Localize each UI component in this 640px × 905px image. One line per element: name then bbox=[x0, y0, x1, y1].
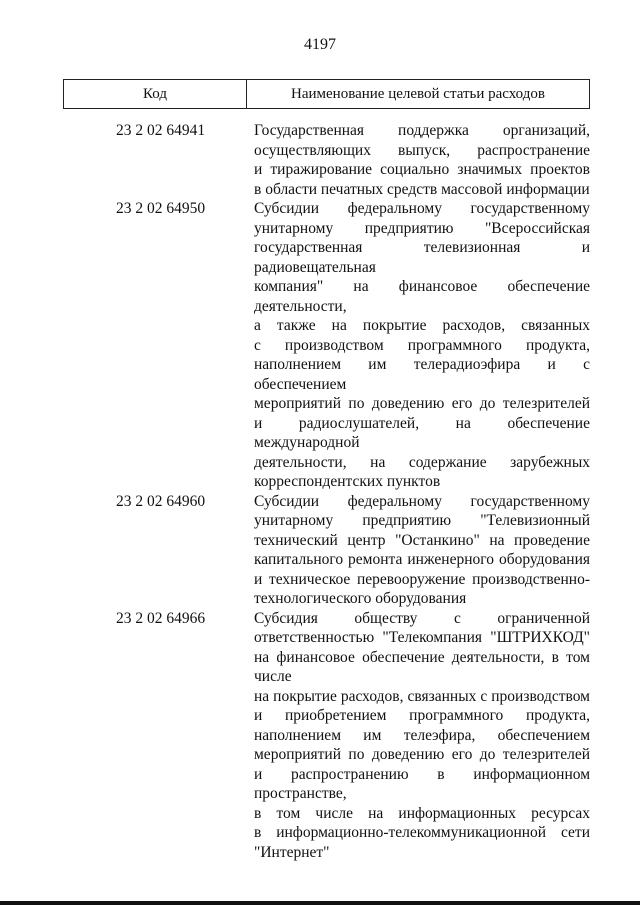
description-line: унитарному предприятию "Всероссийская bbox=[254, 219, 590, 237]
row-description bbox=[254, 492, 590, 609]
column-header-name: Наименование целевой статьи расходов bbox=[291, 85, 545, 102]
table-row bbox=[63, 609, 593, 863]
description-line: и техническое перевооружение производственно- bbox=[254, 570, 590, 588]
description-line: мероприятий по доведению его до телезрителей bbox=[254, 746, 590, 763]
description-line: унитарному предприятию "Телевизионный bbox=[254, 512, 590, 529]
description-line: и тиражирование социально значимых проектов bbox=[254, 161, 590, 178]
row-code: 23 2 02 64941 bbox=[116, 122, 206, 139]
description-line: корреспондентских пунктов bbox=[254, 473, 441, 490]
description-line: деятельности, на содержание зарубежных bbox=[254, 453, 590, 471]
page-number: 4197 bbox=[304, 36, 336, 53]
description-line: в том числе на информационных ресурсах bbox=[254, 804, 590, 822]
description-line: и приобретением программного продукта, bbox=[254, 707, 590, 724]
description-line: компания" на финансовое обеспечение деятельности, bbox=[254, 278, 590, 315]
description-line: технический центр "Останкино" на проведение bbox=[254, 531, 590, 549]
description-line: наполнением им телерадиоэфира и с обеспечением bbox=[254, 356, 590, 393]
row-code: 23 2 02 64950 bbox=[116, 200, 206, 217]
description-line: в информационно-телекоммуникационной сети bbox=[254, 824, 590, 841]
description-line: и распространению в информационном пространстве, bbox=[254, 765, 590, 802]
description-line: Государственная поддержка организаций, bbox=[254, 122, 590, 139]
description-line: мероприятий по доведению его до телезрителей bbox=[254, 395, 590, 412]
description-line: ответственностью "Телекомпания "ШТРИХКОД" bbox=[254, 629, 590, 646]
scan-edge bbox=[0, 901, 640, 905]
description-line: на финансовое обеспечение деятельности, в том числе bbox=[254, 648, 590, 685]
description-line: государственная телевизионная и радиовещательная bbox=[254, 239, 590, 276]
description-line: с производством программного продукта, bbox=[254, 336, 590, 354]
description-line: технологического оборудования bbox=[254, 590, 467, 607]
table-row bbox=[63, 121, 593, 199]
column-header-code: Код bbox=[64, 80, 247, 108]
table-row bbox=[63, 199, 593, 492]
row-code: 23 2 02 64966 bbox=[116, 609, 206, 627]
table-header bbox=[63, 79, 590, 109]
description-line: наполнением им телеэфира, обеспечением bbox=[254, 726, 590, 744]
table-body bbox=[63, 121, 593, 862]
row-description bbox=[254, 609, 590, 863]
description-line: "Интернет" bbox=[254, 843, 330, 861]
description-line: Субсидия обществу с ограниченной bbox=[254, 609, 590, 627]
description-line: на покрытие расходов, связанных с производством bbox=[254, 687, 590, 705]
description-line: в области печатных средств массовой информации bbox=[254, 180, 590, 198]
description-line: и радиослушателей, на обеспечение международной bbox=[254, 414, 590, 451]
description-line: Субсидии федеральному государственному bbox=[254, 200, 590, 217]
description-line: Субсидии федеральному государственному bbox=[254, 492, 590, 510]
table-row bbox=[63, 492, 593, 609]
row-description bbox=[254, 199, 590, 492]
description-line: а также на покрытие расходов, связанных bbox=[254, 317, 590, 334]
row-code: 23 2 02 64960 bbox=[116, 492, 206, 510]
description-line: капитального ремонта инженерного оборудования bbox=[254, 551, 590, 568]
row-description bbox=[254, 121, 590, 199]
description-line: осуществляющих выпуск, распространение bbox=[254, 141, 590, 159]
